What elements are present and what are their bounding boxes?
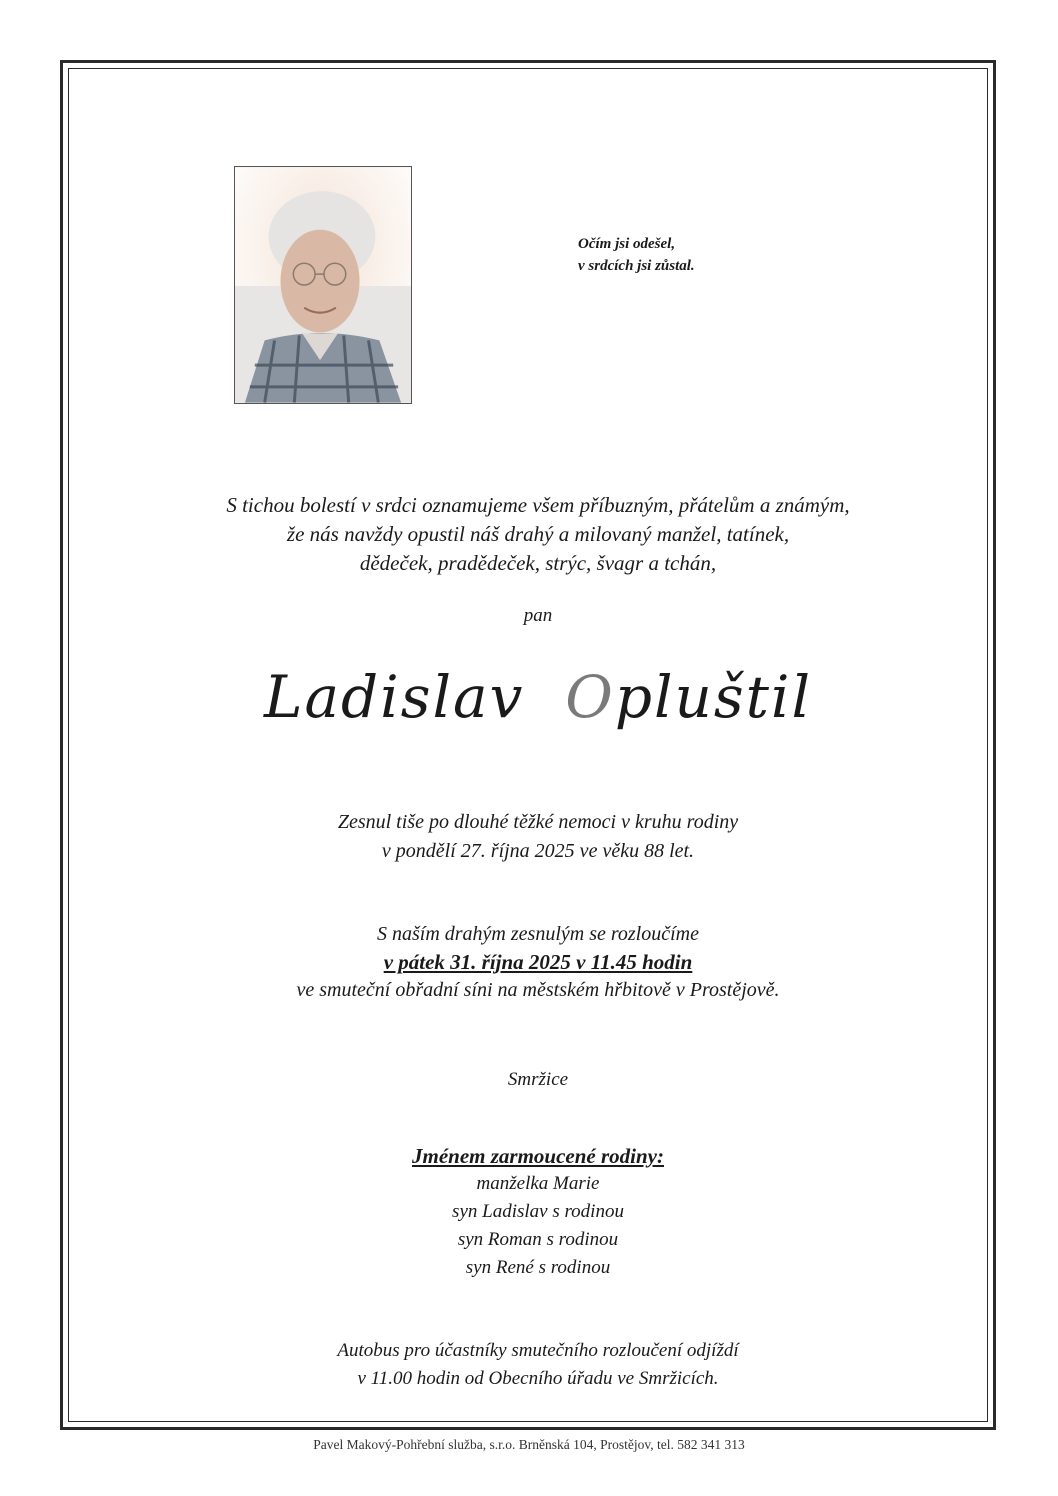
surname-rest: pluštil: [614, 663, 813, 731]
farewell-date-time: v pátek 31. října 2025 v 11.45 hodin: [383, 950, 693, 974]
first-name: Ladislav: [263, 663, 525, 731]
intro-line-2: že nás navždy opustil náš drahý a milovaný manžel, tatínek,: [286, 522, 790, 546]
family-member: syn Roman s rodinou: [457, 1229, 619, 1250]
bus-line-1: Autobus pro účastníky smutečního rozloučení odjíždí: [337, 1340, 739, 1361]
bus-info: [100, 1337, 976, 1393]
motto: [578, 233, 695, 277]
motto-line-1: Očím jsi odešel,: [578, 236, 676, 252]
family-member: manželka Marie: [476, 1173, 600, 1194]
announcement-intro: [100, 491, 976, 578]
family-member: syn René s rodinou: [465, 1257, 611, 1278]
family-header: Jménem zarmoucené rodiny:: [412, 1144, 664, 1168]
salutation: pan: [523, 605, 553, 626]
family-member: syn Ladislav s rodinou: [452, 1201, 624, 1222]
motto-line-2: v srdcích jsi zůstal.: [578, 258, 695, 274]
deceased-name: [100, 663, 976, 731]
death-line-1: Zesnul tiše po dlouhé těžké nemoci v kruhu rodiny: [337, 811, 739, 833]
portrait-photo: [234, 166, 412, 404]
surname-initial: O: [565, 663, 615, 731]
intro-line-1: S tichou bolestí v srdci oznamujeme všem příbuzným, přátelům a známým,: [226, 493, 850, 517]
farewell-info: [100, 920, 976, 1004]
family-list: [100, 1142, 976, 1282]
farewell-place: ve smuteční obřadní síni na městském hřbitově v Prostějově.: [296, 979, 780, 1001]
death-line-2: v pondělí 27. října 2025 ve věku 88 let.: [381, 840, 695, 862]
bus-line-2: v 11.00 hodin od Obecního úřadu ve Smržicích.: [357, 1368, 719, 1389]
intro-line-3: dědeček, pradědeček, strýc, švagr a tchán,: [359, 551, 717, 575]
village: Smržice: [507, 1069, 569, 1090]
death-notice: [100, 808, 976, 866]
farewell-line-1: S naším drahým zesnulým se rozloučíme: [376, 923, 699, 945]
funeral-service-footer: Pavel Makový-Pohřební služba, s.r.o. Brněnská 104, Prostějov, tel. 582 341 313: [313, 1437, 745, 1452]
